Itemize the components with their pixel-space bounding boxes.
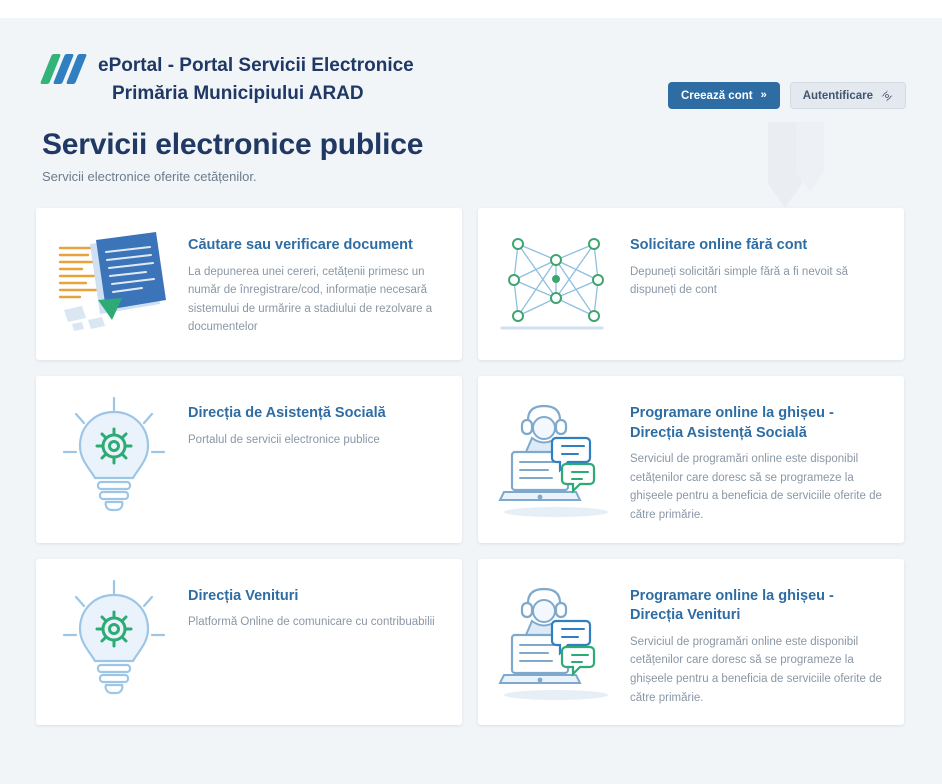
page-title: Servicii electronice publice xyxy=(42,128,424,161)
service-card-title: Programare online la ghișeu - Direcția Asistență Socială xyxy=(630,405,834,441)
brand-text xyxy=(98,52,414,107)
service-card[interactable] xyxy=(36,376,462,543)
lightbulb-gear-illustration-icon xyxy=(52,394,176,506)
service-card-body xyxy=(630,394,886,525)
service-card[interactable] xyxy=(36,208,462,360)
service-card[interactable] xyxy=(478,559,904,726)
service-card-body xyxy=(630,577,886,708)
brand[interactable] xyxy=(44,52,414,107)
service-card-title: Programare online la ghișeu - Direcția Venituri xyxy=(630,587,834,624)
services-card-grid xyxy=(0,208,942,725)
service-card-body xyxy=(188,226,444,337)
fingerprint-icon xyxy=(881,90,893,102)
page-body xyxy=(0,18,942,784)
network-nodes-illustration-icon xyxy=(494,226,618,338)
page-subtitle: Servicii electronice oferite cetățenilor. xyxy=(42,169,257,184)
service-card-title: Direcția de Asistență Socială xyxy=(188,405,386,421)
service-card-body xyxy=(630,226,886,300)
service-card-desc: Platformă Online de comunicare cu contribuabilii xyxy=(188,616,435,629)
service-card-desc: Depuneți solicitări simple fără a fi nevoit să dispuneți de cont xyxy=(630,265,848,297)
brand-line-1: ePortal - Portal Servicii Electronice xyxy=(98,55,414,76)
service-card-desc: Serviciul de programări online este disponibil cetățenilor care doresc să se programeze la ghișeele pentru a beneficia de serviciile oferite de către primărie. xyxy=(630,635,882,704)
site-header xyxy=(0,18,942,122)
support-agent-laptop-illustration-icon xyxy=(494,394,618,506)
create-account-button[interactable] xyxy=(668,82,780,109)
service-card-title: Solicitare online fără cont xyxy=(630,237,808,253)
service-card-title: Direcția Venituri xyxy=(188,587,299,604)
service-card-desc: La depunerea unei cereri, cetățenii primesc un număr de înregistrare/cod, informație necesară sistemului de urmărire a stadiului de rezolvare a documentelor xyxy=(188,265,433,334)
support-agent-laptop-illustration-icon xyxy=(494,577,618,689)
service-card-desc: Serviciul de programări online este disponibil cetățenilor care doresc să se programeze la ghișeele pentru a beneficia de serviciile oferite de către primărie. xyxy=(630,453,882,521)
service-card-title: Căutare sau verificare document xyxy=(188,237,413,253)
service-card-desc: Portalul de servicii electronice publice xyxy=(188,433,380,446)
lightbulb-gear-illustration-icon xyxy=(52,577,176,689)
header-actions xyxy=(668,82,906,109)
service-card-body xyxy=(188,577,435,632)
double-chevron-right-icon: » xyxy=(760,89,767,101)
eportal-slashes-logo-icon xyxy=(44,54,88,84)
document-search-illustration-icon xyxy=(52,226,176,338)
login-button[interactable] xyxy=(790,82,906,109)
service-card[interactable] xyxy=(36,559,462,726)
top-strip xyxy=(0,0,942,18)
service-card[interactable] xyxy=(478,376,904,543)
brand-line-2: Primăria Municipiului ARAD xyxy=(112,82,364,104)
login-label: Autentificare xyxy=(802,89,873,102)
page-title-wrap xyxy=(0,128,942,184)
create-account-label: Creează cont xyxy=(680,89,753,102)
service-card[interactable] xyxy=(478,208,904,360)
service-card-body xyxy=(188,394,386,449)
